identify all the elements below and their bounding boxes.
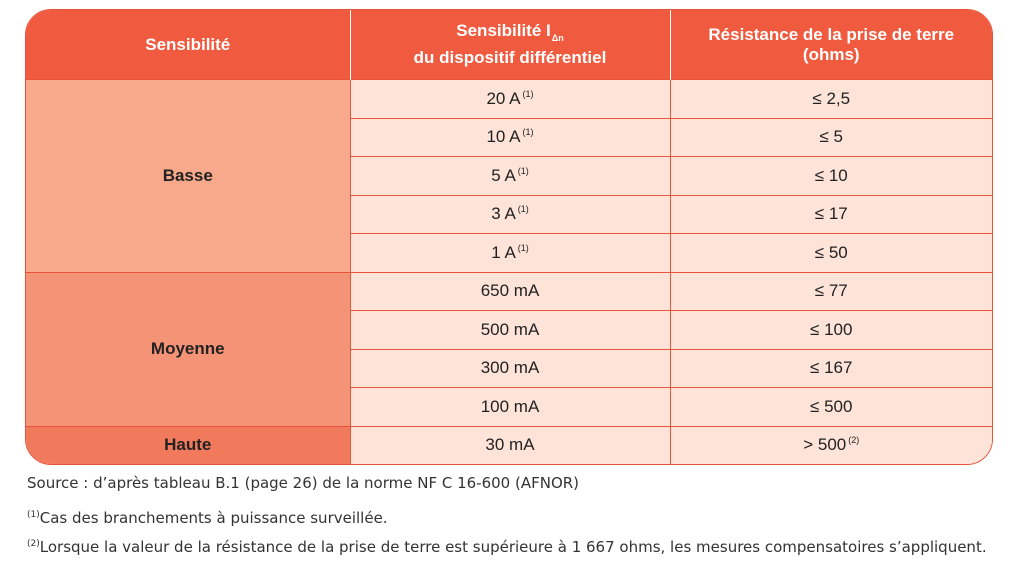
resistance-cell <box>670 272 992 311</box>
current-cell <box>350 272 670 311</box>
footnote-1-text: Cas des branchements à puissance surveillée. <box>39 509 388 527</box>
current-value: 20 A <box>486 88 521 108</box>
resistance-cell <box>670 157 992 196</box>
resistance-value: ≤ 77 <box>814 281 848 301</box>
footnote-1 <box>27 506 1007 527</box>
current-cell <box>350 388 670 427</box>
table-header-row <box>26 10 992 80</box>
resistance-cell <box>670 118 992 157</box>
footnotes <box>27 474 1007 556</box>
current-value: 300 mA <box>480 358 540 378</box>
header-dispositif-sub-delta: Δ <box>551 33 559 43</box>
resistance-cell <box>670 195 992 234</box>
category-cell-moyenne: Moyenne <box>26 272 350 426</box>
current-footnote-marker: (1) <box>517 242 529 253</box>
current-footnote-marker: (1) <box>517 204 529 215</box>
header-resistance-line1: Résistance de la prise de terre <box>708 24 955 44</box>
current-value: 1 A <box>491 242 516 262</box>
current-cell <box>350 426 670 464</box>
table-row <box>26 272 992 311</box>
resistance-cell <box>670 388 992 427</box>
table-body <box>26 80 992 465</box>
resistance-value: ≤ 5 <box>819 127 843 147</box>
current-footnote-marker: (1) <box>522 127 534 138</box>
resistance-value: ≤ 100 <box>810 319 853 339</box>
current-value: 10 A <box>486 127 521 147</box>
footnote-2-marker: (2) <box>27 539 40 549</box>
current-footnote-marker: (1) <box>517 165 529 176</box>
category-cell-haute: Haute <box>26 426 350 464</box>
current-cell <box>350 349 670 388</box>
current-cell <box>350 195 670 234</box>
current-value: 650 mA <box>480 281 540 301</box>
header-dispositif-line1: Sensibilité I <box>456 21 551 40</box>
current-cell <box>350 80 670 119</box>
current-cell <box>350 311 670 350</box>
current-value: 30 mA <box>485 435 535 455</box>
header-resistance-line2: (ohms) <box>802 44 860 64</box>
resistance-cell <box>670 311 992 350</box>
resistance-footnote-marker: (2) <box>848 435 860 446</box>
current-value: 3 A <box>491 204 516 224</box>
resistance-value: > 500 <box>803 435 847 455</box>
footnote-2 <box>27 535 1007 556</box>
header-dispositif-line2: du dispositif différentiel <box>413 48 607 67</box>
current-cell <box>350 234 670 273</box>
header-sensibilite <box>26 10 350 80</box>
header-dispositif-sub-n: n <box>558 33 564 43</box>
current-cell <box>350 118 670 157</box>
header-sensibilite-label: Sensibilité <box>145 34 231 54</box>
resistance-value: ≤ 50 <box>814 242 848 262</box>
current-value: 5 A <box>491 165 516 185</box>
resistance-value: ≤ 167 <box>810 358 853 378</box>
resistance-cell <box>670 80 992 119</box>
sensitivity-table <box>26 10 992 464</box>
resistance-value: ≤ 500 <box>810 396 853 416</box>
sensitivity-table-container <box>25 9 993 465</box>
header-resistance <box>670 10 992 80</box>
footnote-2-text: Lorsque la valeur de la résistance de la prise de terre est supérieure à 1 667 ohms, les mesures compensatoires s’appliquent. <box>39 538 987 556</box>
current-value: 500 mA <box>480 319 540 339</box>
resistance-cell <box>670 349 992 388</box>
table-row <box>26 426 992 464</box>
resistance-cell <box>670 426 992 464</box>
current-cell <box>350 157 670 196</box>
footnote-1-marker: (1) <box>27 510 40 520</box>
resistance-cell <box>670 234 992 273</box>
table-row <box>26 80 992 119</box>
resistance-value: ≤ 2,5 <box>812 88 851 108</box>
resistance-value: ≤ 10 <box>814 165 848 185</box>
category-cell-basse: Basse <box>26 80 350 273</box>
current-footnote-marker: (1) <box>522 88 534 99</box>
header-dispositif <box>350 10 670 80</box>
resistance-value: ≤ 17 <box>814 204 848 224</box>
current-value: 100 mA <box>480 396 540 416</box>
source-note: Source : d’après tableau B.1 (page 26) de la norme NF C 16-600 (AFNOR) <box>27 474 580 492</box>
